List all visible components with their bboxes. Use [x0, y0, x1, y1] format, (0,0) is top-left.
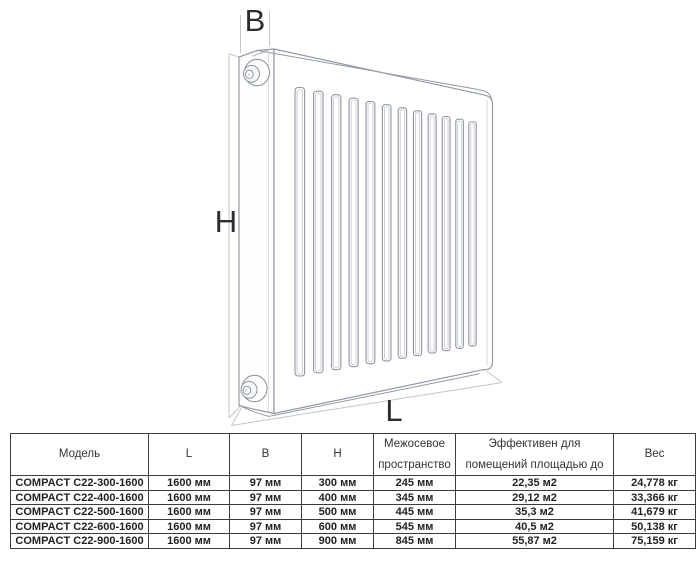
table-cell: COMPACT C22-900-1600 — [11, 534, 149, 549]
table-cell: 97 мм — [230, 505, 302, 520]
table-cell: 545 мм — [374, 519, 456, 534]
fin-slot — [382, 105, 391, 361]
table-header-cell: Модель — [11, 434, 149, 476]
table-row — [11, 505, 696, 520]
table-cell: 1600 мм — [149, 490, 230, 505]
table-row — [11, 476, 696, 491]
dim-label-depth: B — [244, 3, 266, 38]
table-cell: 97 мм — [230, 519, 302, 534]
table-cell: 1600 мм — [149, 534, 230, 549]
radiator-fins — [295, 88, 476, 377]
table-cell: 24,778 кг — [614, 476, 696, 491]
spec-table-header — [11, 434, 696, 476]
fin-slot — [314, 91, 323, 373]
fin-slot — [413, 111, 421, 356]
table-cell: COMPACT C22-300-1600 — [11, 476, 149, 491]
fin-slot — [332, 95, 341, 370]
table-cell: 1600 мм — [149, 505, 230, 520]
table-cell: 40,5 м2 — [456, 519, 614, 534]
fin-slot — [442, 117, 450, 351]
table-cell: 55,87 м2 — [456, 534, 614, 549]
table-cell: 50,138 кг — [614, 519, 696, 534]
table-header-cell: Вес — [614, 434, 696, 476]
table-cell: 900 мм — [302, 534, 374, 549]
fin-slot — [456, 119, 464, 348]
top-plug — [244, 59, 270, 85]
fin-slot — [295, 88, 305, 377]
table-cell: 845 мм — [374, 534, 456, 549]
table-cell: 400 мм — [302, 490, 374, 505]
table-row — [11, 534, 696, 549]
table-header-cell: Межосевое пространство — [374, 434, 456, 476]
table-cell: COMPACT C22-500-1600 — [11, 505, 149, 520]
spec-table — [10, 433, 696, 549]
dim-l-right-tick — [487, 371, 503, 383]
table-cell: 22,35 м2 — [456, 476, 614, 491]
fin-slot — [349, 98, 358, 367]
table-cell: 33,366 кг — [614, 490, 696, 505]
fin-slot — [366, 101, 375, 363]
table-row — [11, 519, 696, 534]
table-row — [11, 490, 696, 505]
table-cell: 1600 мм — [149, 476, 230, 491]
dim-label-length: L — [385, 393, 403, 428]
dim-label-height: H — [214, 204, 238, 239]
table-cell: 1600 мм — [149, 519, 230, 534]
table-header-cell: Эффективен для помещений площадью до — [456, 434, 614, 476]
table-cell: 75,159 кг — [614, 534, 696, 549]
table-cell: 97 мм — [230, 476, 302, 491]
table-header-cell: L — [149, 434, 230, 476]
table-cell: 345 мм — [374, 490, 456, 505]
table-cell: 500 мм — [302, 505, 374, 520]
table-cell: 97 мм — [230, 490, 302, 505]
fin-slot — [469, 122, 476, 346]
fin-slot — [398, 108, 406, 358]
bottom-plug — [241, 375, 267, 401]
table-header-cell: B — [230, 434, 302, 476]
table-cell: 41,679 кг — [614, 505, 696, 520]
table-cell: 245 мм — [374, 476, 456, 491]
table-cell: 29,12 м2 — [456, 490, 614, 505]
table-cell: 300 мм — [302, 476, 374, 491]
spec-table-header-row — [11, 434, 696, 476]
fin-slot — [428, 114, 436, 353]
radiator-body — [239, 49, 493, 417]
table-cell: 35,3 м2 — [456, 505, 614, 520]
dim-h-top-tick — [229, 54, 240, 57]
table-cell: COMPACT C22-400-1600 — [11, 490, 149, 505]
table-cell: COMPACT C22-600-1600 — [11, 519, 149, 534]
spec-table-body — [11, 476, 696, 549]
table-cell: 600 мм — [302, 519, 374, 534]
table-cell: 445 мм — [374, 505, 456, 520]
table-cell: 97 мм — [230, 534, 302, 549]
table-header-cell: H — [302, 434, 374, 476]
